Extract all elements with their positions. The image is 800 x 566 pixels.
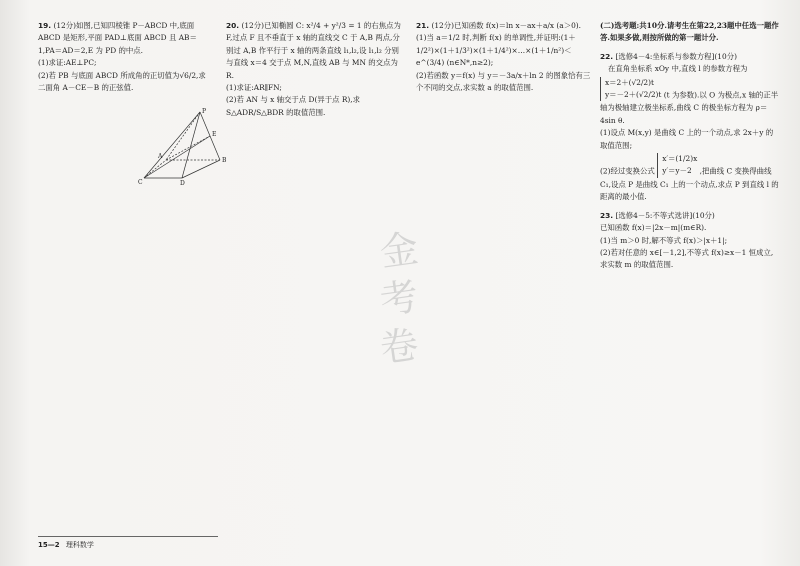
problem-stem: (12分)如图,已知四棱锥 P－ABCD 中,底面 ABCD 是矩形,平面 PAD⊥底面 ABCD 且 AB＝1,PA＝AD＝2,E 为 PD 的中点. [38,21,197,55]
question-1: (1)设点 M(x,y) 是曲线 C 上的一个动点,求 2x＋y 的取值范围; [600,128,774,150]
transform-system [657,153,697,178]
question-2-lead: (2)经过变换公式 [600,166,655,176]
question-2: (2)若 PB 与底面 ABCD 所成角的正切值为√6/2,求二面角 A－CE－B 的正弦值. [38,70,206,93]
question-1: (1)求证:AE⊥PC; [38,58,97,68]
label-A: A [158,153,163,160]
param-eq-y: y＝－2＋(√2/2)t [605,90,662,100]
problem-title: [选修4－5:不等式选讲](10分) [615,210,715,220]
pyramid-figure [138,108,228,188]
problem-stem: (12分)已知椭圆 C: x²/4 + y²/3 = 1 的右焦点为 F,过点 F 且不垂直于 x 轴的直线交 C 于 A,B 两点,分别过 A,B 作平行于 x 轴的两条直线 l₁,l₂,设 l₁,l₂ 分别与直线 x＝4 交于点 M,N,直线 AB 与 MN 的交点为 R. [226,21,401,80]
stamp-char-2: 考 [377,274,421,323]
problem-21 [416,20,594,100]
transform-eq-x: x′＝(1/2)x [662,154,698,164]
stamp-char-1: 金 [377,226,421,275]
question-1: (1)当 m＞0 时,解不等式 f(x)＞|x＋1|; [600,235,728,245]
problem-23 [600,210,780,272]
subject-label: 理科数学 [65,541,94,549]
elective-section [600,20,780,278]
param-eq-x: x＝2＋(√2/2)t [605,77,654,87]
label-P: P [202,108,207,115]
question-2: (2)若对任意的 x∈[－1,2],不等式 f(x)≥x－1 恒成立,求实数 m 的取值范围. [600,247,774,270]
question-1: (1)当 a＝1/2 时,判断 f(x) 的单调性,并证明:(1＋1/2²)×(1＋1/3²)×(1＋1/4²)×…×(1＋1/n²)＜e^(3/4) (n∈N*,n≥2); [416,33,576,68]
problem-number: 20. [226,21,240,30]
problem-number: 23. [600,210,614,220]
problem-number: 19. [38,21,52,30]
question-2 [600,152,780,204]
problem-stem: 已知函数 f(x)＝|2x－m|(m∈R). [600,223,707,233]
page-number: 15—2 [38,541,60,549]
transform-eq-y: y′＝y－2 [662,166,692,176]
question-2: (2)若 AN 与 x 轴交于点 D(异于点 R),求 S△ADR/S△BDR 的取值范围. [226,95,361,117]
footer-divider [38,536,218,537]
problem-19 [38,20,210,100]
problem-stem-continued: (t 为参数).以 O 为极点,x 轴的正半轴为极轴建立极坐标系,曲线 C 的极坐标方程为 ρ＝4sin θ. [600,90,779,125]
param-equation-system [600,77,661,102]
stamp-char-3: 卷 [377,322,421,371]
problem-22 [600,51,780,204]
label-B: B [222,157,227,164]
problem-stem: 在直角坐标系 xOy 中,直线 l 的参数方程为 [608,64,748,74]
label-E: E [212,131,217,138]
label-C: C [138,179,143,186]
section-heading: (二)选考题:共10分.请考生在第22,23题中任选一题作答.如果多做,则按所做的第一题计分. [600,21,779,43]
label-D: D [180,180,185,187]
question-2: (2)若函数 y＝f(x) 与 y＝－3a/x＋ln 2 的图象恰有三个不同的交点,求实数 a 的取值范围. [416,70,591,93]
problem-stem: (12分)已知函数 f(x)＝ln x－ax＋a/x (a＞0). [431,21,582,30]
problem-20 [226,20,404,125]
page-footer [38,540,94,550]
handwritten-stamp [377,225,440,375]
question-2-rest: ,把曲线 C 变换得曲线 C₁,设点 P 是曲线 C₁ 上的一个动点,求点 P 到直线 l 的距离的最小值. [600,166,779,202]
question-1: (1)求证:AR∥FN; [226,83,282,93]
problem-number: 22. [600,51,614,61]
problem-number: 21. [416,21,430,30]
problem-title: [选修4－4:坐标系与参数方程](10分) [615,51,737,61]
